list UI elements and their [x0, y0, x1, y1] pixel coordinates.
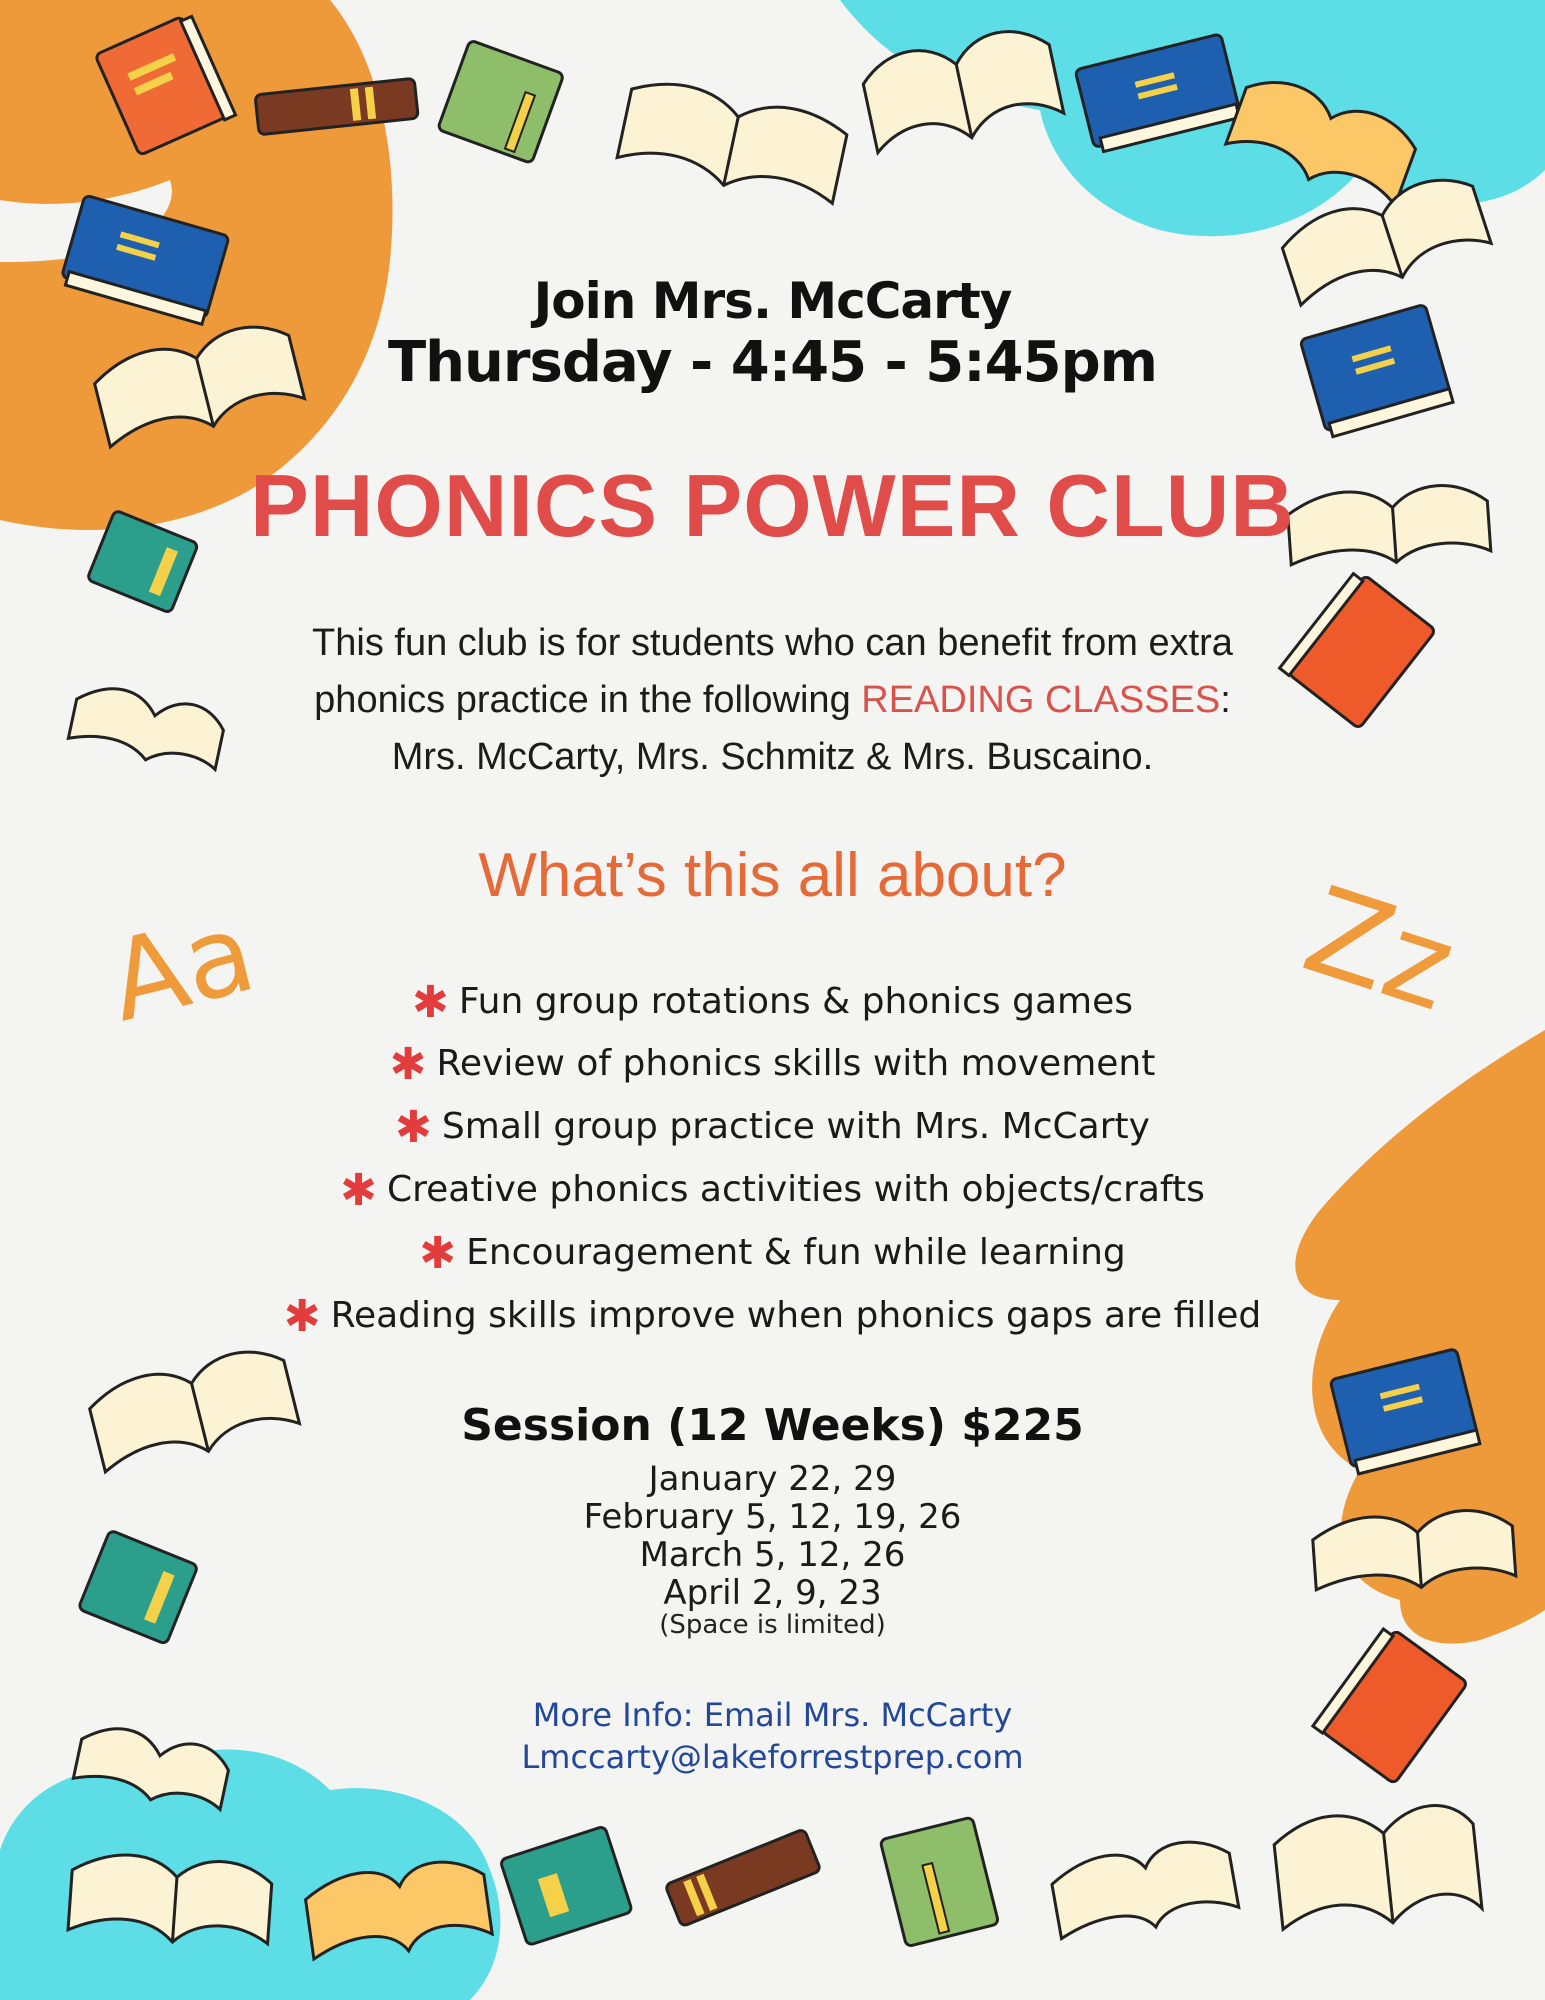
session-date: January 22, 29 [648, 1459, 897, 1499]
letters-zz: Zz [1289, 861, 1471, 1039]
session-date: April 2, 9, 23 [663, 1573, 882, 1613]
session-date: February 5, 12, 19, 26 [583, 1497, 962, 1537]
asterisk-icon: ✱ [283, 1291, 321, 1342]
list-item-text: Review of phonics skills with movement [436, 1043, 1156, 1084]
letters-aa: Aa [96, 887, 267, 1047]
book-icon [880, 1817, 999, 1947]
list-item [0, 1160, 1545, 1220]
contact-email[interactable]: Lmccarty@lakeforrestprep.com [521, 1738, 1024, 1776]
list-item [0, 1223, 1545, 1283]
about-heading: What’s this all about? [478, 841, 1067, 910]
time-heading: Thursday - 4:45 - 5:45pm [387, 330, 1158, 395]
intro-text: phonics practice in the following [314, 679, 862, 721]
session-date: March 5, 12, 26 [639, 1535, 906, 1575]
asterisk-icon: ✱ [395, 1102, 432, 1153]
intro-line: Mrs. McCarty, Mrs. Schmitz & Mrs. Buscaino. [391, 736, 1154, 778]
join-heading: Join Mrs. McCarty [533, 272, 1012, 330]
book-icon [665, 1829, 821, 1927]
reading-classes-highlight: READING CLASSES [861, 679, 1221, 721]
asterisk-icon: ✱ [419, 1228, 457, 1279]
list-item-text: Small group practice with Mrs. McCarty [441, 1106, 1150, 1147]
list-item-text: Reading skills improve when phonics gaps are filled [330, 1295, 1262, 1336]
book-icon [438, 40, 564, 163]
book-icon [500, 1826, 632, 1946]
asterisk-icon: ✱ [389, 1039, 427, 1090]
list-item-text: Creative phonics activities with objects/crafts [387, 1169, 1205, 1210]
list-item [0, 1286, 1545, 1346]
list-item [0, 1034, 1545, 1094]
space-limited-note: (Space is limited) [659, 1610, 886, 1640]
asterisk-icon: ✱ [340, 1165, 378, 1216]
contact-info: More Info: Email Mrs. McCarty [532, 1696, 1013, 1734]
list-item-text: Encouragement & fun while learning [466, 1232, 1126, 1273]
session-title: Session (12 Weeks) $225 [461, 1400, 1084, 1451]
intro-text: : [1220, 679, 1231, 721]
asterisk-icon: ✱ [412, 977, 449, 1028]
list-item [0, 1097, 1545, 1157]
intro-line: This fun club is for students who can benefit from extra [312, 622, 1233, 664]
club-title: PHONICS POWER CLUB [250, 456, 1295, 555]
list-item-text: Fun group rotations & phonics games [458, 981, 1133, 1022]
list-item [0, 972, 1545, 1032]
intro-line [0, 672, 1545, 728]
